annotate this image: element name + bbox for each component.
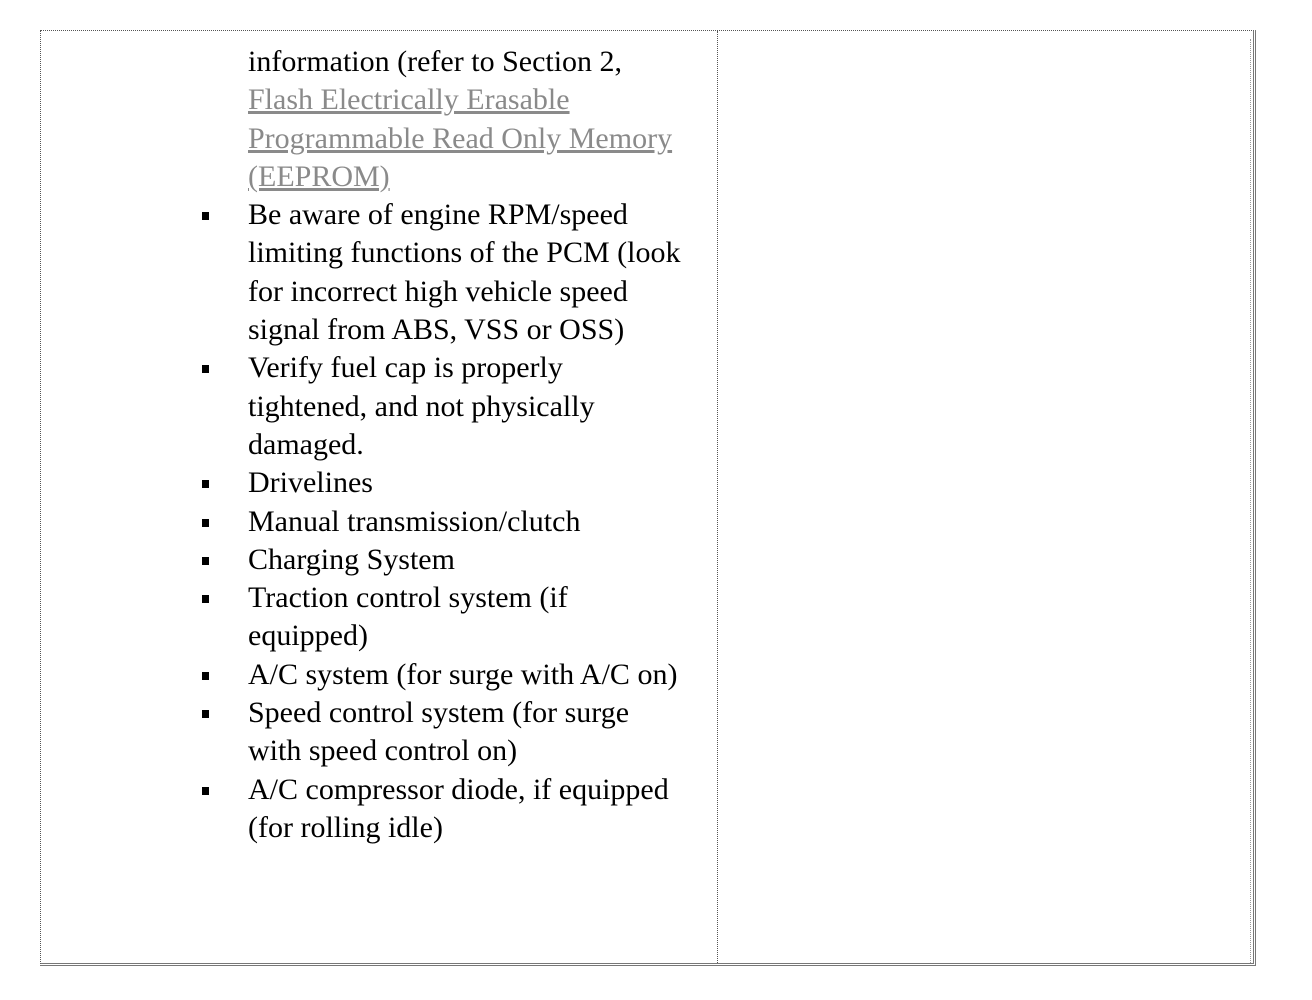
square-bullet-icon (202, 480, 209, 488)
content-table (40, 30, 1256, 966)
square-bullet-icon (202, 365, 209, 373)
list-item (248, 579, 688, 656)
list-item (248, 464, 688, 502)
list-item-text: Verify fuel cap is properly tightened, and not physically damaged. (248, 351, 595, 461)
square-bullet-icon (202, 557, 209, 565)
intro-text: information (refer to Section 2, (248, 45, 623, 78)
list-item (248, 503, 688, 541)
square-bullet-icon (202, 519, 209, 527)
list-item (248, 694, 688, 771)
list-item (248, 771, 688, 848)
list-item-text: Charging System (248, 542, 455, 576)
right-border-rule (1250, 39, 1251, 963)
list-item-text: Be aware of engine RPM/speed limiting functions of the PCM (look for incorrect high vehicle speed signal from ABS, VSS or OSS) (248, 198, 681, 347)
left-cell-content (248, 43, 688, 847)
list-item-text: A/C compressor diode, if equipped (for rolling idle) (248, 772, 669, 844)
eeprom-reference-link[interactable]: Flash Electrically Erasable Programmable Read Only Memory (EEPROM) (248, 83, 673, 193)
square-bullet-icon (202, 710, 209, 718)
square-bullet-icon (202, 672, 209, 680)
square-bullet-icon (202, 787, 209, 795)
list-item-text: Speed control system (for surge with speed control on) (248, 696, 630, 768)
list-item-text: Manual transmission/clutch (248, 504, 581, 538)
intro-paragraph (248, 43, 688, 196)
list-item (248, 349, 688, 464)
square-bullet-icon (202, 212, 209, 220)
list-item (248, 196, 688, 349)
square-bullet-icon (202, 595, 209, 603)
list-item (248, 541, 688, 579)
list-item-text: Traction control system (if equipped) (248, 581, 568, 653)
bullet-list (248, 196, 688, 847)
column-divider (717, 31, 718, 963)
list-item (248, 656, 688, 694)
list-item-text: Drivelines (248, 466, 373, 500)
left-cell (41, 31, 717, 963)
list-item-text: A/C system (for surge with A/C on) (248, 657, 678, 691)
